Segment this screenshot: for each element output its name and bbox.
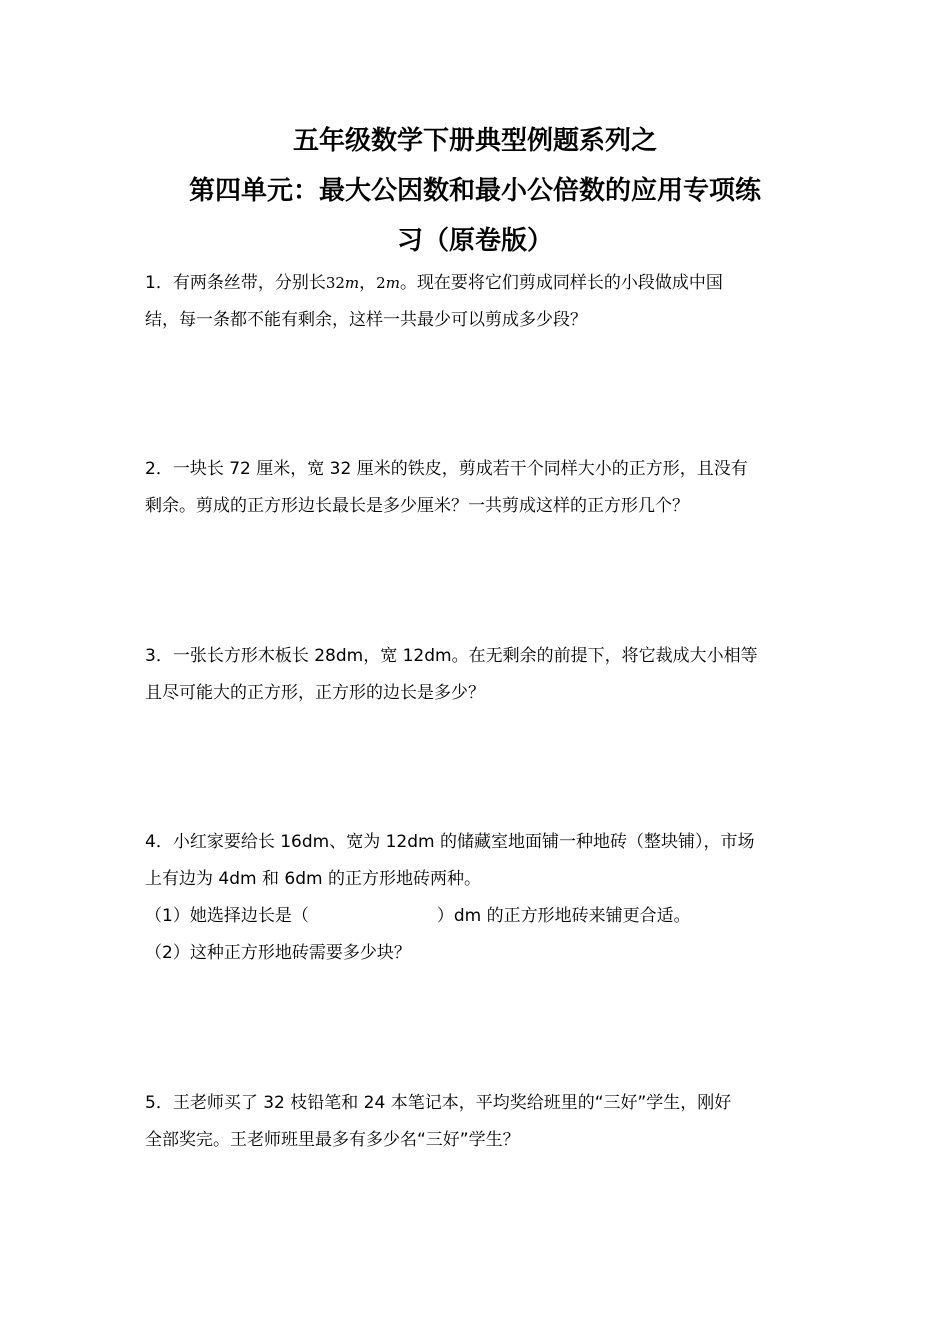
question-4-line-1: 4．小红家要给长 16dm、宽为 12dm 的储藏室地面铺一种地砖（整块铺），市场: [145, 832, 755, 852]
question-2-line-1: 2．一块长 72 厘米，宽 32 厘米的铁皮，剪成若干个同样大小的正方形，且没有: [145, 459, 748, 479]
question-1-line-1: [145, 272, 723, 294]
question-4-sub-1-end: ）dm 的正方形地砖来铺更合适。: [436, 906, 691, 926]
length-value-1: 32m: [325, 274, 360, 292]
title-line-1: 五年级数学下册典型例题系列之: [292, 126, 657, 156]
length-value-2: 2m: [376, 274, 400, 292]
question-5-line-2: 全部奖完。王老师班里最多有多少名“三好”学生？: [145, 1130, 520, 1150]
title-line-2: 第四单元：最大公因数和最小公倍数的应用专项练: [188, 176, 761, 206]
question-3-line-2: 且尽可能大的正方形，正方形的边长是多少？: [145, 683, 485, 703]
question-4-sub-1: [145, 905, 691, 927]
question-2-line-2: 剩余。剪成的正方形边长最长是多少厘米？一共剪成这样的正方形几个？: [145, 496, 689, 516]
question-1-separator: ，: [359, 273, 377, 293]
question-1-text-end: 。现在要将它们剪成同样长的小段做成中国: [399, 273, 723, 293]
question-1-line-2: 结，每一条都不能有剩余，这样一共最少可以剪成多少段？: [145, 310, 587, 330]
question-5-line-1: 5．王老师买了 32 枝铅笔和 24 本笔记本，平均奖给班里的“三好”学生，刚好: [145, 1093, 732, 1113]
title-line-3: 习（原卷版）: [396, 226, 553, 256]
question-3-line-1: 3．一张长方形木板长 28dm，宽 12dm。在无剩余的前提下，将它裁成大小相等: [145, 646, 758, 666]
question-4-sub-1-start: （1）她选择边长是（: [145, 906, 309, 926]
question-1-text-start: 1．有两条丝带，分别长: [145, 273, 326, 293]
question-4-sub-2: （2）这种正方形地砖需要多少块？: [145, 943, 411, 963]
question-4-line-2: 上有边为 4dm 和 6dm 的正方形地砖两种。: [145, 869, 481, 889]
